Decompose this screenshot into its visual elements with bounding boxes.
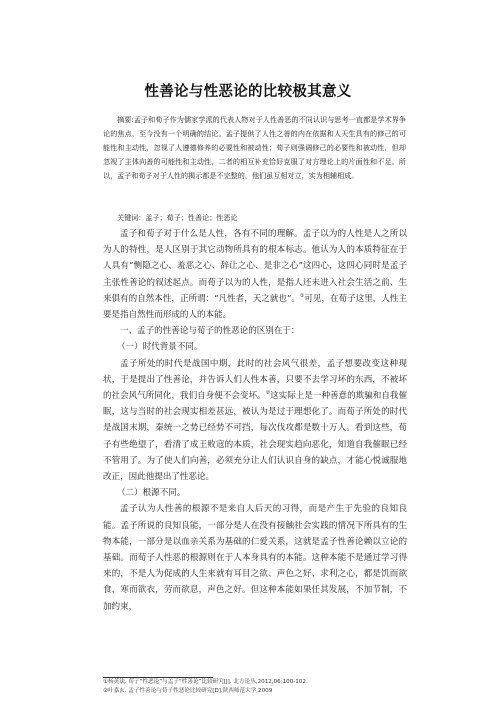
subsection-heading: （一）时代背景不同。: [117, 342, 203, 353]
footnotes: [103, 678, 413, 696]
paper-title: 性善论与性恶论的比较极其意义: [144, 84, 352, 100]
body-text: [103, 226, 407, 615]
abstract-text: 摘要:孟子和荀子作为儒家学派的代表人物对于人性善恶的不同认识与思考一直都是学术界争论的焦点，至今没有一个明确的结论。孟子提供了人性之善的内在依据和人天生具有的修己的可能性和主动性，忽视了人遵德修养的必要性和被动性；荀子则强调修己的必要性和被动性，但却忽视了主体向善的可能性和主动性，二者的相互补充恰好克服了对方理论上的片面性和不足。所以，孟子和荀子对于人性的揭示都是不完整的，他们虽互相对立，实为相辅相成。: [103, 115, 406, 180]
paragraph: 孟子所处的时代是战国中期，此时的社会风气很差，孟子想要改变这种现状，于是提出了性善论，并告诉人们人性本善，只要不去学习坏的东西，不被坏的社会风气所同化，我们自身便不会变坏。②这实际上是一种善意的欺骗和自我催眠，这与当时的社会现实相差甚远，被认为是过于理想化了。而荀子所处的时代是战国末期，秦统一之势已经势不可挡，每次伐攻都是数十万人。看到这些，荀子有些绝望了，看清了成王败寇的本质，社会现实趋向恶化，知道自我催眠已经不管用了。为了使人们向善，必须充分让人们认识自身的缺点，才能心悦诚服地改正，因此他提出了性恶论。: [103, 358, 408, 483]
footnote-ref: ①: [299, 292, 305, 299]
paragraph: 孟子和荀子对于什么是人性，各有不同的理解。孟子以为的人性是人之所以为人的特性，是人区别于其它动物所具有的根本标志。他认为人的本质特征在于人具有“恻隐之心、羞恶之心、辞让之心、是非之心”这四心，这四心同时是孟子主张性善论的叙述起点。而荀子以为的人性，是指人还未进入社会生活之前、生来俱有的自然本性，正所谓：“凡性者，天之就也”。①可见，在荀子这里，人性主要是指自然性而形成的人的本能。: [103, 229, 408, 321]
section-heading: 一、孟子的性善论与荀子的性恶论的区别在于：: [120, 326, 300, 337]
paragraph: 孟子认为人性善的根源不是来自人后天的习得，而是产生于先验的良知良能。孟子所说的良知良能，一部分是人在没有接触社会实践的情况下所具有的生物本能，一部分是以血亲关系为基础的仁爱关系，这就是孟子性善论赖以立论的基础。而荀子人性恶的根源则在于人本身具有的本能。这种本能不是通过学习得来的，不是人为促成的人生来就有耳目之欲、声色之好、求利之心，都是饥而欲食，寒而欲衣，劳而欲息，声色之好。但这种本能如果任其发展，不加节制，不加约束，: [103, 504, 407, 612]
keywords: 关键词：孟子；荀子；性善论；性恶论: [117, 213, 238, 222]
subsection-heading: （二）根源不同。: [117, 488, 186, 499]
footnote-ref: ②: [265, 390, 271, 397]
footnote: ①杨英法. 荀子“性恶论”与孟子“性善论”比较研究[J]. 北方论丛,2012,06:100-102.: [103, 679, 308, 685]
footnote: ②叶嘉玄. 孟子性善论与荀子性恶论比较研究[D].陕西师范大学,2009: [103, 688, 273, 694]
abstract: [103, 113, 406, 183]
